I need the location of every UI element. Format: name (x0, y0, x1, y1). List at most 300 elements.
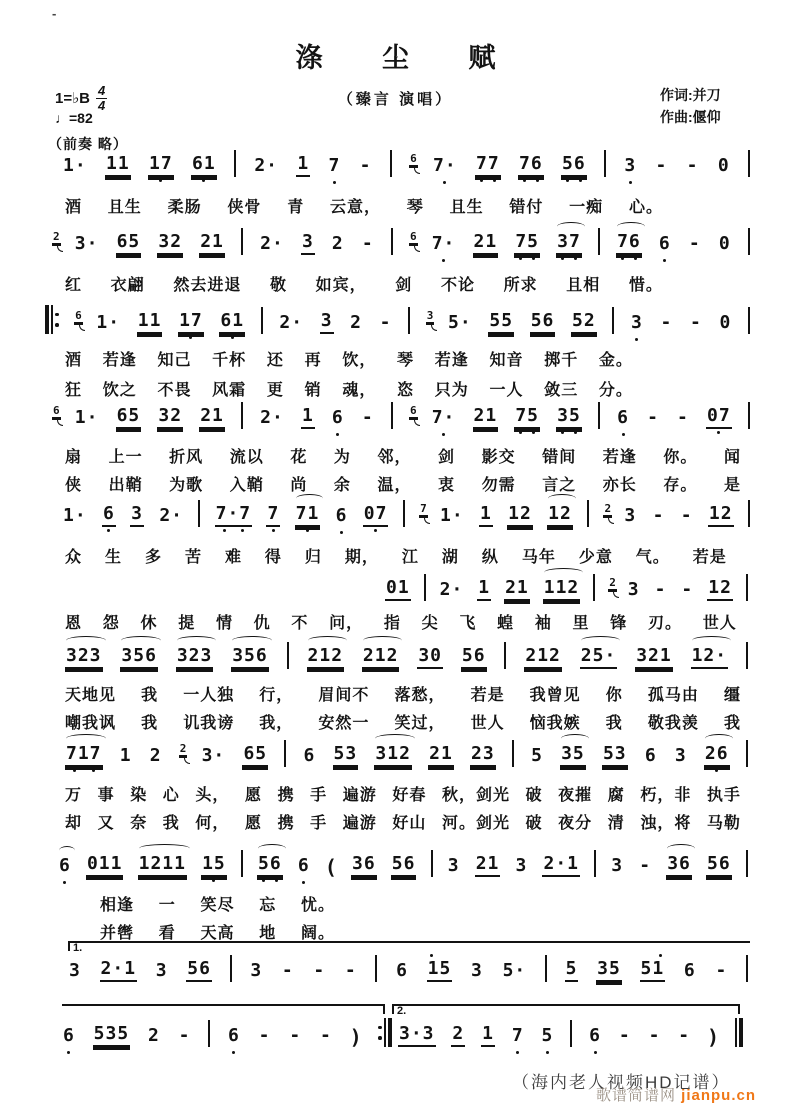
rest-dash: - (359, 155, 372, 176)
note-token: 56 (186, 959, 212, 982)
lyric-chunk: 又 (97, 815, 115, 832)
lyric-chunk: 知己 (157, 352, 192, 369)
lyric-chunk: 惜。 (628, 277, 663, 294)
barline (198, 500, 200, 527)
note-token: 3· (201, 745, 226, 766)
lyric-chunk: 尖 (421, 615, 439, 632)
slur-arc (692, 636, 732, 645)
lyric-chunk: 衷 (438, 477, 456, 494)
note-token: 77 (475, 154, 501, 177)
slur-arc (258, 844, 286, 853)
notation-system (62, 500, 750, 527)
lyric-chunk: 江 (401, 549, 419, 566)
lyric-chunk: 出鞘 (108, 477, 143, 494)
lyric-chunk: 好春 (392, 787, 427, 804)
lyric-chunk: 一痴 (569, 199, 604, 216)
lyric-chunk: 饮之 (102, 382, 137, 399)
barline (593, 574, 595, 601)
notation-system (52, 402, 750, 429)
lyric-chunk: 嘲我讽 (65, 715, 117, 732)
lyric-chunk: 侠 (65, 477, 83, 494)
lyric-chunk: 我， (259, 715, 294, 732)
lyric-line (65, 782, 741, 805)
note-token: 52 (571, 311, 597, 334)
lyric-chunk: 青 (287, 199, 305, 216)
lyric-chunk: 朽，非 (640, 787, 692, 804)
note-token: 53 (333, 744, 359, 767)
notation-system (45, 305, 750, 334)
note-token: 6 (58, 856, 72, 877)
notation-system (62, 1018, 392, 1047)
rest-dash: - (678, 1025, 691, 1046)
note-token: 3 (250, 960, 263, 981)
grace-note: 2 (609, 576, 616, 589)
lyric-chunk: 错付 (509, 199, 544, 216)
lyric-chunk: 刃。 (648, 615, 683, 632)
barline (746, 574, 748, 601)
lyric-line (65, 444, 741, 467)
lyric-chunk: 为 (333, 449, 351, 466)
barline (746, 740, 748, 767)
lyric-chunk: 天地见 (65, 687, 117, 704)
note-token: 6 (227, 1026, 241, 1047)
lyric-chunk: 花 (290, 449, 308, 466)
lyric-chunk: 河。剑光 (441, 815, 510, 832)
lyric-chunk: 锋 (610, 615, 628, 632)
lyric-chunk: 若逢 (602, 449, 637, 466)
note-token: 21 (473, 232, 499, 255)
note-token: 1· (74, 407, 99, 428)
lyric-chunk: 马年 (521, 549, 556, 566)
note-token: 3 (630, 313, 644, 334)
final-barline (735, 1018, 743, 1047)
barline (287, 642, 289, 669)
note-token: 7 (266, 504, 280, 527)
note-token: 76 (518, 154, 544, 177)
grace-note: 6 (409, 404, 417, 417)
note-token: 5 (541, 1026, 555, 1047)
rest-dash: - (639, 855, 652, 876)
note-token: 5 (565, 959, 579, 982)
note-token: 2· (159, 505, 183, 526)
rest-dash: - (680, 505, 693, 526)
note-token: 717 (65, 744, 103, 767)
lyric-chunk: 破 (525, 815, 543, 832)
lyric-chunk: 是 (723, 477, 741, 494)
note-token: 6 (62, 1026, 76, 1047)
lyric-chunk: 浊，将 (640, 815, 692, 832)
note-token: 6 (297, 856, 311, 877)
note-token: 3 (69, 960, 81, 981)
note-token: 6 (331, 408, 345, 429)
note-token: 0 (719, 312, 732, 333)
lyric-line (65, 472, 741, 495)
lyric-chunk: 笑过， (394, 715, 446, 732)
note-token: 7· (431, 234, 457, 255)
lyric-line (65, 610, 737, 633)
lyric-chunk: 剑 (438, 449, 456, 466)
lyric-chunk: 饮， (342, 352, 377, 369)
lyric-chunk: 所求 (503, 277, 538, 294)
lyric-chunk: 恼我嫉 (529, 715, 581, 732)
barline (431, 850, 433, 877)
lyric-chunk: 若是 (470, 687, 505, 704)
rest-dash: - (379, 312, 392, 333)
note-token: 55 (488, 311, 514, 334)
barline (746, 850, 748, 877)
barline (261, 307, 263, 334)
lyric-chunk: 衣翩 (110, 277, 145, 294)
lyric-chunk: 我 (141, 715, 159, 732)
note-token: 53 (602, 744, 628, 767)
note-token: 15 (201, 854, 227, 877)
lyric-chunk: 亦长 (602, 477, 637, 494)
note-token: 7·7 (215, 504, 253, 527)
lyric-chunk: 一人 (489, 382, 524, 399)
barline (612, 307, 614, 334)
lyric-line (100, 920, 335, 943)
lyric-chunk: 并辔 (100, 925, 135, 942)
notation-system (68, 955, 748, 982)
note-token: 12 (507, 504, 533, 527)
note-token: 323 (65, 646, 103, 669)
note-token: 12 (707, 578, 733, 601)
lyric-chunk: 分。 (598, 382, 633, 399)
lyric-chunk: 还 (266, 352, 284, 369)
lyric-chunk: 且生 (107, 199, 142, 216)
note-token: 1· (96, 312, 121, 333)
lyric-chunk: 手 (310, 787, 328, 804)
lyric-chunk: 忘 (259, 897, 277, 914)
note-token: 0 (717, 155, 730, 176)
barline (403, 500, 405, 527)
slur-arc (705, 734, 733, 743)
barline (234, 150, 236, 177)
corner-mark: - (52, 6, 57, 21)
note-token: 323 (176, 646, 214, 669)
volta-label-2: 2. (397, 1005, 407, 1017)
lyric-chunk: 秋，剑光 (441, 787, 510, 804)
source-note: （海内老人视频HD记谱） (512, 1073, 731, 1092)
rest-dash: - (258, 1025, 271, 1046)
note-token: 212 (524, 646, 562, 669)
lyric-chunk: 闻 (723, 449, 741, 466)
note-token: 56 (391, 854, 417, 877)
note-token: 11 (105, 154, 131, 177)
lyric-chunk: 腐 (607, 787, 625, 804)
note-token: 5 (531, 745, 543, 766)
lyric-chunk: 如宾， (315, 277, 367, 294)
slur-arc (375, 734, 415, 743)
note-token: 2· (254, 155, 278, 176)
barline (748, 307, 750, 334)
barline (208, 1020, 210, 1047)
note-token: 535 (93, 1024, 131, 1047)
note-token: 2·1 (100, 959, 138, 982)
lyric-chunk: 错间 (542, 449, 577, 466)
note-token: 12 (547, 504, 573, 527)
note-token: 01 (385, 578, 411, 601)
note-token: 2· (260, 233, 284, 254)
intro-note: （前奏 略） (48, 136, 128, 152)
lyric-chunk: 心。 (628, 199, 663, 216)
lyric-chunk: 且生 (449, 199, 484, 216)
slur-arc (66, 636, 106, 645)
lyric-chunk: 敬我羡 (647, 715, 699, 732)
note-token: 6 (396, 960, 408, 981)
lyric-line (65, 347, 633, 370)
time-signature-upper: 4 (98, 83, 106, 98)
note-token: 1 (479, 504, 493, 527)
note-token: 356 (231, 646, 269, 669)
note-token: 30 (417, 646, 443, 669)
slur-arc (121, 636, 161, 645)
slur-arc (177, 636, 217, 645)
lyric-chunk: 湖 (441, 549, 459, 566)
note-token: 51 (640, 959, 666, 982)
note-token: 7 (511, 1026, 525, 1047)
note-token: 6 (658, 234, 672, 255)
lyric-chunk: 琴 (397, 352, 415, 369)
barline (587, 500, 589, 527)
rest-dash: - (686, 155, 699, 176)
rest-dash: - (648, 1025, 661, 1046)
lyric-chunk: 里 (572, 615, 590, 632)
note-token: 6 (335, 506, 349, 527)
lyric-chunk: 世人 (470, 715, 505, 732)
lyric-chunk: 敬 (269, 277, 287, 294)
barline (545, 955, 547, 982)
lyric-chunk: 狂 (65, 382, 83, 399)
lyric-chunk: 酒 (65, 352, 83, 369)
lyric-chunk: 我 (723, 715, 741, 732)
note-token: 7· (431, 408, 457, 429)
lyric-chunk: 若是 (692, 549, 727, 566)
lyric-chunk: 情 (215, 615, 233, 632)
parenthesis: ) (349, 1025, 362, 1049)
note-token: 71 (295, 504, 321, 527)
lyric-chunk: 销 (304, 382, 322, 399)
note-token: 11 (137, 311, 163, 334)
note-token: 312 (374, 744, 412, 767)
grace-note: 2 (179, 742, 187, 755)
lyric-chunk: 然去进退 (173, 277, 242, 294)
note-token: 1· (63, 505, 87, 526)
note-token: 56 (530, 311, 556, 334)
lyric-chunk: 阔。 (300, 925, 335, 942)
note-token: 2 (451, 1024, 465, 1047)
note-token: 3 (611, 855, 624, 876)
barline (570, 1020, 572, 1047)
grace-note: 3 (426, 309, 434, 322)
repeat-open-barline (45, 305, 59, 334)
lyric-chunk: 讥我谤 (183, 715, 235, 732)
lyric-chunk: 尚 (290, 477, 308, 494)
rest-dash: - (281, 960, 294, 981)
note-token: 6 (644, 745, 657, 766)
barline (241, 228, 243, 255)
rest-dash: - (361, 233, 374, 254)
note-token: 21 (504, 578, 530, 601)
lyric-line (100, 892, 335, 915)
note-token: 61 (191, 154, 217, 177)
lyric-chunk: 且相 (566, 277, 601, 294)
grace-note: 6 (53, 404, 60, 417)
lyric-chunk: 折风 (169, 449, 204, 466)
note-token: 1· (440, 505, 464, 526)
lyric-chunk: 夜分 (558, 815, 593, 832)
rest-dash: - (677, 407, 689, 428)
rest-dash: - (618, 1025, 631, 1046)
note-token: 26 (704, 744, 730, 767)
lyric-chunk: 袖 (534, 615, 552, 632)
barline (594, 850, 596, 877)
lyric-chunk: 掷千 (544, 352, 579, 369)
barline (241, 402, 243, 429)
lyric-chunk: 上一 (108, 449, 143, 466)
slur-arc (363, 636, 403, 645)
lyric-chunk: 染 (130, 787, 148, 804)
lyric-chunk: 奈 (130, 815, 148, 832)
lyric-chunk: 多 (144, 549, 162, 566)
lyric-chunk: 影交 (481, 449, 516, 466)
barline (241, 850, 243, 877)
note-token: 3 (674, 745, 687, 766)
lyric-chunk: 破 (525, 787, 543, 804)
lyric-chunk: 温， (377, 477, 412, 494)
barline (746, 642, 748, 669)
note-token: 1 (301, 406, 315, 429)
lyric-chunk: 马勒 (706, 815, 741, 832)
rest-dash: - (654, 579, 667, 600)
note-token: 3 (447, 855, 460, 876)
lyric-chunk: 何， (195, 815, 230, 832)
note-token: 2· (260, 407, 284, 428)
barline (748, 228, 750, 255)
rest-dash: - (681, 579, 694, 600)
grace-note: 2 (604, 502, 612, 515)
note-token: 3·3 (398, 1024, 436, 1047)
note-token: 56 (561, 154, 587, 177)
lyric-chunk: 仇 (253, 615, 271, 632)
note-token: 7 (327, 156, 341, 177)
lyric-chunk: 问， (329, 615, 364, 632)
lyricist-credit: 作词:并刀 (660, 87, 721, 103)
slur-arc (308, 636, 348, 645)
lyric-chunk: 恣 (397, 382, 415, 399)
note-token: 011 (86, 854, 124, 877)
grace-note: 6 (75, 309, 82, 322)
lyric-chunk: 魂， (342, 382, 377, 399)
lyric-chunk: 地 (259, 925, 277, 942)
lyric-chunk: 看 (158, 925, 176, 942)
note-token: 35 (596, 959, 622, 982)
note-token: 75 (514, 406, 540, 429)
lyric-chunk: 孤马由 (647, 687, 699, 704)
note-token: 5· (502, 960, 527, 981)
note-token: 21 (199, 232, 225, 255)
lyric-chunk: 携 (277, 787, 295, 804)
notation-system (385, 574, 748, 601)
lyric-chunk: 你。 (663, 449, 698, 466)
note-token: 1 (477, 578, 491, 601)
lyric-chunk: 侠骨 (227, 199, 262, 216)
lyric-chunk: 少意 (578, 549, 613, 566)
slur-arc (667, 844, 695, 853)
lyric-chunk: 生 (104, 549, 122, 566)
grace-note: 2 (53, 230, 60, 243)
note-token: 65 (116, 232, 142, 255)
lyric-chunk: 世人 (702, 615, 737, 632)
note-token: 56 (706, 854, 732, 877)
lyric-chunk: 邻， (377, 449, 412, 466)
lyric-chunk: 相逢 (100, 897, 135, 914)
note-token: 2 (350, 312, 363, 333)
note-token: 61 (219, 311, 245, 334)
note-token: 3 (471, 960, 483, 981)
lyric-chunk: 流以 (229, 449, 264, 466)
barline (391, 228, 393, 255)
barline (746, 955, 748, 982)
barline (598, 402, 600, 429)
note-token: 56 (257, 854, 283, 877)
note-token: 1 (481, 1024, 495, 1047)
note-token: 17 (148, 154, 174, 177)
lyric-chunk: 存。 (663, 477, 698, 494)
lyric-chunk: 休 (140, 615, 158, 632)
volta-bracket-1 (68, 941, 750, 953)
note-token: 3 (130, 504, 144, 527)
lyric-chunk: 怨 (102, 615, 120, 632)
note-token: 6 (588, 1026, 602, 1047)
lyric-chunk: 剑 (395, 277, 413, 294)
note-token: 32 (157, 232, 183, 255)
lyric-chunk: 我 (141, 687, 159, 704)
lyric-chunk: 忧。 (300, 897, 335, 914)
slur-arc (139, 844, 190, 853)
credits (660, 84, 721, 128)
lyric-chunk: 归 (304, 549, 322, 566)
rest-dash: - (313, 960, 326, 981)
lyric-line (65, 377, 633, 400)
note-token: 07 (706, 406, 732, 429)
lyric-chunk: 不畏 (157, 382, 192, 399)
time-signature-lower: 4 (98, 97, 106, 113)
performer-subtitle: （臻言 演唱） (337, 91, 454, 108)
lyric-line (65, 710, 741, 733)
lyric-chunk: 携 (277, 815, 295, 832)
barline (748, 150, 750, 177)
note-token: 2 (149, 745, 162, 766)
rest-dash: - (319, 1025, 332, 1046)
repeat-close-barline (378, 1018, 392, 1047)
note-token: 36 (666, 854, 692, 877)
lyric-chunk: 遍游 (342, 815, 377, 832)
note-token: 7· (432, 156, 458, 177)
note-token: 12 (708, 504, 734, 527)
rest-dash: - (289, 1025, 302, 1046)
lyric-chunk: 我 (162, 815, 180, 832)
note-token: 2· (279, 312, 304, 333)
lyric-line (65, 810, 741, 833)
lyric-chunk: 只为 (434, 382, 469, 399)
slur-arc (544, 568, 584, 577)
slur-arc (561, 734, 589, 743)
note-token: 0 (718, 233, 731, 254)
grace-note: 7 (420, 502, 427, 515)
lyric-chunk: 更 (266, 382, 284, 399)
lyric-chunk: 余 (333, 477, 351, 494)
